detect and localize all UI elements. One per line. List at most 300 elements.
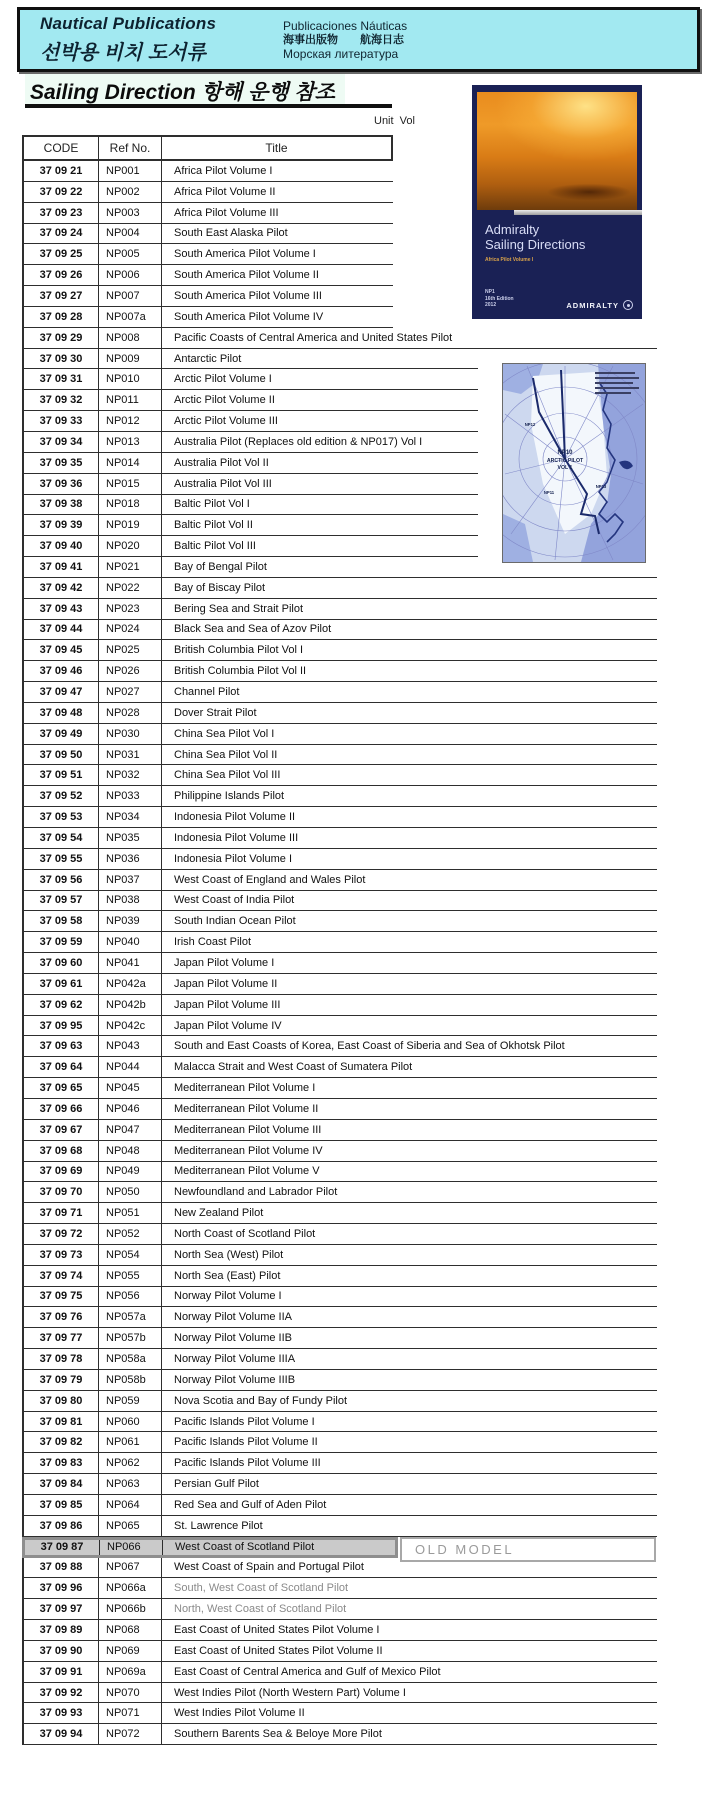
title-cell: China Sea Pilot Vol II xyxy=(174,748,278,761)
title-cell: British Columbia Pilot Vol I xyxy=(174,644,303,657)
code-cell: 37 09 79 xyxy=(24,1370,99,1390)
ref-cell: NP002 xyxy=(99,182,162,202)
code-cell: 37 09 81 xyxy=(24,1412,99,1432)
table-row xyxy=(22,1432,657,1453)
ref-cell: NP057b xyxy=(99,1328,162,1348)
table-row xyxy=(22,1474,657,1495)
title-cell: Antarctic Pilot xyxy=(174,352,242,365)
title-cell: St. Lawrence Pilot xyxy=(174,1519,263,1532)
title-cell: New Zealand Pilot xyxy=(174,1207,264,1220)
ref-cell: NP042a xyxy=(99,974,162,994)
title-cell: Malacca Strait and West Coast of Sumatera Pilot xyxy=(174,1061,413,1074)
ref-cell: NP028 xyxy=(99,703,162,723)
ref-cell: NP042c xyxy=(99,1016,162,1036)
code-cell: 37 09 73 xyxy=(24,1245,99,1265)
ref-cell: NP044 xyxy=(99,1057,162,1077)
title-cell: Norway Pilot Volume IIA xyxy=(174,1311,292,1324)
table-row xyxy=(22,453,478,474)
table-row xyxy=(22,1328,657,1349)
table-row xyxy=(22,224,393,245)
ref-cell: NP065 xyxy=(99,1516,162,1536)
table-row xyxy=(22,286,393,307)
ref-cell: NP001 xyxy=(99,161,162,181)
code-cell: 37 09 61 xyxy=(24,974,99,994)
book-edition-code: NP1 xyxy=(485,289,495,295)
ref-cell: NP050 xyxy=(99,1182,162,1202)
code-cell: 37 09 64 xyxy=(24,1057,99,1077)
table-row xyxy=(22,244,393,265)
title-cell: East Coast of United States Pilot Volume II xyxy=(174,1644,383,1657)
table-row xyxy=(22,1099,657,1120)
title-cell: Australia Pilot Vol III xyxy=(174,477,272,490)
book-brand-line2: Sailing Directions xyxy=(485,237,586,252)
banner-right-block xyxy=(283,19,407,61)
code-cell: 37 09 45 xyxy=(24,640,99,660)
title-cell: West Coast of England and Wales Pilot xyxy=(174,873,366,886)
title-cell: Arctic Pilot Volume II xyxy=(174,394,275,407)
book-cover-image xyxy=(472,85,642,319)
table-row xyxy=(22,1349,657,1370)
ref-cell: NP040 xyxy=(99,932,162,952)
ref-cell: NP035 xyxy=(99,828,162,848)
table-row xyxy=(22,849,657,870)
table-row xyxy=(22,911,657,932)
title-cell: Norway Pilot Volume IIB xyxy=(174,1332,292,1345)
title-cell: North, West Coast of Scotland Pilot xyxy=(174,1603,347,1616)
code-cell: 37 09 41 xyxy=(24,557,99,577)
title-cell: Philippine Islands Pilot xyxy=(174,790,285,803)
map-label-vol1: VOL 1 xyxy=(557,465,573,471)
table-row xyxy=(22,161,393,182)
title-cell: Africa Pilot Volume III xyxy=(174,206,279,219)
code-cell: 37 09 29 xyxy=(24,328,99,348)
title-cell: Pacific Islands Pilot Volume II xyxy=(174,1436,318,1449)
code-cell: 37 09 49 xyxy=(24,724,99,744)
code-cell: 37 09 54 xyxy=(24,828,99,848)
table-row xyxy=(22,1203,657,1224)
column-header-ref: Ref No. xyxy=(99,137,162,159)
column-header-title: Title xyxy=(265,141,288,155)
code-cell: 37 09 67 xyxy=(24,1120,99,1140)
book-brand-line1: Admiralty xyxy=(485,222,540,237)
banner-title-korean: 선박용 비치 도서류 xyxy=(40,42,206,64)
ref-cell: NP043 xyxy=(99,1036,162,1056)
title-cell: East Coast of Central America and Gulf of Mexico Pilot xyxy=(174,1665,441,1678)
table-row xyxy=(22,661,657,682)
code-cell: 37 09 30 xyxy=(24,349,99,369)
table-row xyxy=(22,1495,657,1516)
ref-cell: NP058b xyxy=(99,1370,162,1390)
code-cell: 37 09 76 xyxy=(24,1307,99,1327)
table-row xyxy=(22,432,478,453)
table-row xyxy=(22,1683,657,1704)
code-cell: 37 09 62 xyxy=(24,995,99,1015)
ref-cell: NP039 xyxy=(99,911,162,931)
table-row xyxy=(22,786,657,807)
map-label-arctic-pilot: ARCTIC PILOT xyxy=(546,458,584,464)
table-row xyxy=(22,349,478,370)
code-cell: 37 09 31 xyxy=(24,369,99,389)
title-cell: Bering Sea and Strait Pilot xyxy=(174,602,304,615)
code-cell: 37 09 91 xyxy=(24,1662,99,1682)
code-cell: 37 09 51 xyxy=(24,765,99,785)
code-cell: 37 09 78 xyxy=(24,1349,99,1369)
title-cell: Africa Pilot Volume I xyxy=(174,164,273,177)
book-publisher-label: ADMIRALTY xyxy=(566,300,619,310)
table-row xyxy=(22,1703,657,1724)
code-cell: 37 09 63 xyxy=(24,1036,99,1056)
title-cell: Black Sea and Sea of Azov Pilot xyxy=(174,623,332,636)
ref-cell: NP061 xyxy=(99,1432,162,1452)
table-row xyxy=(22,1057,657,1078)
code-cell: 37 09 55 xyxy=(24,849,99,869)
ref-cell: NP069 xyxy=(99,1641,162,1661)
ref-cell: NP049 xyxy=(99,1162,162,1182)
ref-cell: NP032 xyxy=(99,765,162,785)
title-cell: China Sea Pilot Vol I xyxy=(174,727,275,740)
code-cell: 37 09 95 xyxy=(24,1016,99,1036)
title-cell: South East Alaska Pilot xyxy=(174,227,288,240)
ref-cell: NP047 xyxy=(99,1120,162,1140)
table-row xyxy=(22,307,393,328)
table-row xyxy=(22,828,657,849)
title-cell: South America Pilot Volume II xyxy=(174,269,319,282)
table-row xyxy=(22,1578,657,1599)
ref-cell: NP021 xyxy=(99,557,162,577)
title-cell: Arctic Pilot Volume I xyxy=(174,373,272,386)
code-cell: 37 09 52 xyxy=(24,786,99,806)
table-row xyxy=(22,620,657,641)
title-cell: Arctic Pilot Volume III xyxy=(174,415,278,428)
banner-title-russian: Морская литература xyxy=(283,46,399,61)
code-cell: 37 09 68 xyxy=(24,1141,99,1161)
ref-cell: NP054 xyxy=(99,1245,162,1265)
ref-cell: NP008 xyxy=(99,328,162,348)
book-cover-stripe xyxy=(514,210,642,215)
title-cell: Mediterranean Pilot Volume IV xyxy=(174,1144,323,1157)
code-cell: 37 09 24 xyxy=(24,224,99,244)
ref-cell: NP025 xyxy=(99,640,162,660)
code-cell: 37 09 75 xyxy=(24,1287,99,1307)
title-cell: North Sea (West) Pilot xyxy=(174,1248,284,1261)
table-row xyxy=(22,1287,657,1308)
title-cell: Australia Pilot Vol II xyxy=(174,456,269,469)
title-cell: West Coast of India Pilot xyxy=(174,894,295,907)
code-cell: 37 09 34 xyxy=(24,432,99,452)
ref-cell: NP070 xyxy=(99,1683,162,1703)
table-row xyxy=(22,1224,657,1245)
ref-cell: NP055 xyxy=(99,1266,162,1286)
code-cell: 37 09 53 xyxy=(24,807,99,827)
book-edition: 16th Edition xyxy=(485,295,514,302)
title-cell: Southern Barents Sea & Beloye More Pilot xyxy=(174,1728,382,1741)
ref-cell: NP042b xyxy=(99,995,162,1015)
book-cover-brand xyxy=(485,222,585,252)
ref-cell: NP041 xyxy=(99,953,162,973)
ref-cell: NP056 xyxy=(99,1287,162,1307)
code-cell: 37 09 56 xyxy=(24,870,99,890)
code-cell: 37 09 58 xyxy=(24,911,99,931)
title-cell: South America Pilot Volume I xyxy=(174,248,316,261)
ref-cell: NP058a xyxy=(99,1349,162,1369)
code-cell: 37 09 42 xyxy=(24,578,99,598)
code-cell: 37 09 25 xyxy=(24,244,99,264)
code-cell: 37 09 86 xyxy=(24,1516,99,1536)
title-cell: Japan Pilot Volume IV xyxy=(174,1019,282,1032)
title-cell: Bay of Bengal Pilot xyxy=(174,560,267,573)
table-row xyxy=(22,1453,657,1474)
table-row xyxy=(22,1307,657,1328)
title-cell: East Coast of United States Pilot Volume I xyxy=(174,1623,380,1636)
title-cell: British Columbia Pilot Vol II xyxy=(174,665,307,678)
title-cell: West Indies Pilot Volume II xyxy=(174,1707,305,1720)
title-cell: South America Pilot Volume III xyxy=(174,289,322,302)
ref-cell: NP069a xyxy=(99,1662,162,1682)
code-cell: 37 09 33 xyxy=(24,411,99,431)
code-cell: 37 09 77 xyxy=(24,1328,99,1348)
title-cell: Newfoundland and Labrador Pilot xyxy=(174,1186,338,1199)
table-row xyxy=(22,1537,398,1558)
table-row xyxy=(22,870,657,891)
title-cell: Norway Pilot Volume IIIB xyxy=(174,1373,296,1386)
code-cell: 37 09 69 xyxy=(24,1162,99,1182)
ref-cell: NP064 xyxy=(99,1495,162,1515)
old-model-note xyxy=(400,1537,656,1562)
table-row xyxy=(22,1182,657,1203)
table-row xyxy=(22,1516,657,1537)
banner-left-block xyxy=(40,14,265,65)
title-cell: North Coast of Scotland Pilot xyxy=(174,1227,316,1240)
title-cell: Mediterranean Pilot Volume V xyxy=(174,1165,320,1178)
title-cell: West Coast of Spain and Portugal Pilot xyxy=(174,1561,364,1574)
ref-cell: NP011 xyxy=(99,390,162,410)
ref-cell: NP006 xyxy=(99,265,162,285)
code-cell: 37 09 60 xyxy=(24,953,99,973)
code-cell: 37 09 90 xyxy=(24,1641,99,1661)
ref-cell: NP033 xyxy=(99,786,162,806)
arctic-map-svg xyxy=(503,364,645,562)
ref-cell: NP022 xyxy=(99,578,162,598)
title-cell: Mediterranean Pilot Volume III xyxy=(174,1123,322,1136)
ref-cell: NP067 xyxy=(99,1558,162,1578)
ref-cell: NP062 xyxy=(99,1453,162,1473)
arctic-pilot-map-image xyxy=(502,363,646,563)
title-cell: Japan Pilot Volume II xyxy=(174,977,278,990)
table-row xyxy=(22,995,657,1016)
title-cell: Dover Strait Pilot xyxy=(174,706,257,719)
table-row xyxy=(22,1245,657,1266)
map-label-np13: NP13 xyxy=(595,484,607,489)
title-cell: South Indian Ocean Pilot xyxy=(174,915,296,928)
ref-cell: NP072 xyxy=(99,1724,162,1744)
ref-cell: NP013 xyxy=(99,432,162,452)
code-cell: 37 09 26 xyxy=(24,265,99,285)
ref-cell: NP038 xyxy=(99,891,162,911)
table-row xyxy=(22,495,478,516)
code-cell: 37 09 66 xyxy=(24,1099,99,1119)
code-cell: 37 09 36 xyxy=(24,474,99,494)
ref-cell: NP030 xyxy=(99,724,162,744)
table-row xyxy=(22,1266,657,1287)
table-row xyxy=(22,765,657,786)
code-cell: 37 09 40 xyxy=(24,536,99,556)
code-cell: 37 09 32 xyxy=(24,390,99,410)
table-row xyxy=(22,203,393,224)
table-row xyxy=(22,974,657,995)
table-row xyxy=(22,1016,657,1037)
ref-cell: NP059 xyxy=(99,1391,162,1411)
code-cell: 37 09 70 xyxy=(24,1182,99,1202)
ref-cell: NP004 xyxy=(99,224,162,244)
table-row xyxy=(22,1620,657,1641)
ref-cell: NP066 xyxy=(100,1540,163,1555)
code-cell: 37 09 39 xyxy=(24,515,99,535)
title-cell: Pacific Islands Pilot Volume I xyxy=(174,1415,315,1428)
table-row xyxy=(22,1662,657,1683)
code-cell: 37 09 84 xyxy=(24,1474,99,1494)
table-row xyxy=(22,891,657,912)
ref-cell: NP014 xyxy=(99,453,162,473)
ref-cell: NP024 xyxy=(99,620,162,640)
table-row xyxy=(22,390,478,411)
book-publisher xyxy=(566,300,633,310)
ref-cell: NP007 xyxy=(99,286,162,306)
unit-label: Unit Vol xyxy=(374,115,415,127)
book-edition-year: 2012 xyxy=(485,302,497,308)
title-cell: Japan Pilot Volume III xyxy=(174,998,281,1011)
code-cell: 37 09 88 xyxy=(24,1558,99,1578)
ref-cell: NP045 xyxy=(99,1078,162,1098)
code-cell: 37 09 92 xyxy=(24,1683,99,1703)
title-cell: South, West Coast of Scotland Pilot xyxy=(174,1582,349,1595)
code-cell: 37 09 28 xyxy=(24,307,99,327)
code-cell: 37 09 57 xyxy=(24,891,99,911)
title-cell: Indonesia Pilot Volume III xyxy=(174,831,299,844)
code-cell: 37 09 85 xyxy=(24,1495,99,1515)
ref-cell: NP009 xyxy=(99,349,162,369)
title-cell: Nova Scotia and Bay of Fundy Pilot xyxy=(174,1394,348,1407)
ref-cell: NP019 xyxy=(99,515,162,535)
ref-cell: NP057a xyxy=(99,1307,162,1327)
banner-title-spanish: Publicaciones Náuticas xyxy=(283,18,408,33)
code-cell: 37 09 97 xyxy=(24,1599,99,1619)
table-row xyxy=(22,745,657,766)
table-row xyxy=(22,1370,657,1391)
ref-cell: NP023 xyxy=(99,599,162,619)
title-cell: Red Sea and Gulf of Aden Pilot xyxy=(174,1498,327,1511)
table-row xyxy=(22,599,657,620)
table-row xyxy=(22,1078,657,1099)
code-cell: 37 09 65 xyxy=(24,1078,99,1098)
title-cell: Norway Pilot Volume I xyxy=(174,1290,282,1303)
title-cell: Bay of Biscay Pilot xyxy=(174,581,266,594)
table-row xyxy=(22,1724,657,1745)
code-cell: 37 09 93 xyxy=(24,1703,99,1723)
table-row xyxy=(22,682,657,703)
title-cell: Baltic Pilot Vol III xyxy=(174,540,256,553)
ref-cell: NP052 xyxy=(99,1224,162,1244)
table-row xyxy=(22,265,393,286)
title-cell: Indonesia Pilot Volume II xyxy=(174,811,296,824)
table-row xyxy=(22,1641,657,1662)
ref-cell: NP020 xyxy=(99,536,162,556)
ref-cell: NP012 xyxy=(99,411,162,431)
ref-cell: NP034 xyxy=(99,807,162,827)
title-cell: Australia Pilot (Replaces old edition & NP017) Vol I xyxy=(174,435,423,448)
code-cell: 37 09 22 xyxy=(24,182,99,202)
title-cell: South America Pilot Volume IV xyxy=(174,310,324,323)
title-cell: Norway Pilot Volume IIIA xyxy=(174,1353,296,1366)
table-row xyxy=(22,932,657,953)
table-row xyxy=(22,1391,657,1412)
title-cell: South and East Coasts of Korea, East Coast of Siberia and Sea of Okhotsk Pilot xyxy=(174,1040,565,1053)
code-cell: 37 09 46 xyxy=(24,661,99,681)
section-title: Sailing Direction 항해 운행 참조 xyxy=(25,74,345,108)
table-row xyxy=(22,474,478,495)
ref-cell: NP066b xyxy=(99,1599,162,1619)
ref-cell: NP051 xyxy=(99,1203,162,1223)
title-cell: West Coast of Scotland Pilot xyxy=(175,1541,315,1554)
code-cell: 37 09 47 xyxy=(24,682,99,702)
map-label-np11: NP11 xyxy=(543,490,555,495)
code-cell: 37 09 74 xyxy=(24,1266,99,1286)
title-cell: Persian Gulf Pilot xyxy=(174,1478,259,1491)
banner-title-english: Nautical Publications xyxy=(40,14,217,33)
table-row xyxy=(22,578,657,599)
code-cell: 37 09 72 xyxy=(24,1224,99,1244)
title-cell: Irish Coast Pilot xyxy=(174,936,252,949)
table-row xyxy=(22,1036,657,1057)
ref-cell: NP018 xyxy=(99,495,162,515)
ref-cell: NP048 xyxy=(99,1141,162,1161)
ref-cell: NP010 xyxy=(99,369,162,389)
table-row xyxy=(22,182,393,203)
title-cell: Channel Pilot xyxy=(174,686,240,699)
code-cell: 37 09 82 xyxy=(24,1432,99,1452)
admiralty-logo-icon xyxy=(623,300,633,310)
table-row xyxy=(22,724,657,745)
title-cell: Baltic Pilot Vol I xyxy=(174,498,250,511)
ref-cell: NP068 xyxy=(99,1620,162,1640)
code-cell: 37 09 23 xyxy=(24,203,99,223)
title-cell: West Indies Pilot (North Western Part) Volume I xyxy=(174,1686,406,1699)
table-row xyxy=(22,369,478,390)
map-label-np12: NP12 xyxy=(524,422,536,427)
ref-cell: NP063 xyxy=(99,1474,162,1494)
table-row xyxy=(22,807,657,828)
ref-cell: NP003 xyxy=(99,203,162,223)
code-cell: 37 09 38 xyxy=(24,495,99,515)
title-cell: China Sea Pilot Vol III xyxy=(174,769,281,782)
ref-cell: NP036 xyxy=(99,849,162,869)
table-row xyxy=(22,1162,657,1183)
ref-cell: NP027 xyxy=(99,682,162,702)
table-row xyxy=(22,640,657,661)
title-cell: Mediterranean Pilot Volume II xyxy=(174,1102,319,1115)
code-cell: 37 09 21 xyxy=(24,161,99,181)
table-row xyxy=(22,328,657,349)
code-cell: 37 09 44 xyxy=(24,620,99,640)
code-cell: 37 09 27 xyxy=(24,286,99,306)
map-label-np10: NP10 xyxy=(557,450,573,456)
table-row xyxy=(22,515,478,536)
ref-cell: NP037 xyxy=(99,870,162,890)
table-row xyxy=(22,411,478,432)
title-cell: Africa Pilot Volume II xyxy=(174,185,276,198)
title-cell: Baltic Pilot Vol II xyxy=(174,519,253,532)
ref-cell: NP060 xyxy=(99,1412,162,1432)
code-cell: 37 09 71 xyxy=(24,1203,99,1223)
